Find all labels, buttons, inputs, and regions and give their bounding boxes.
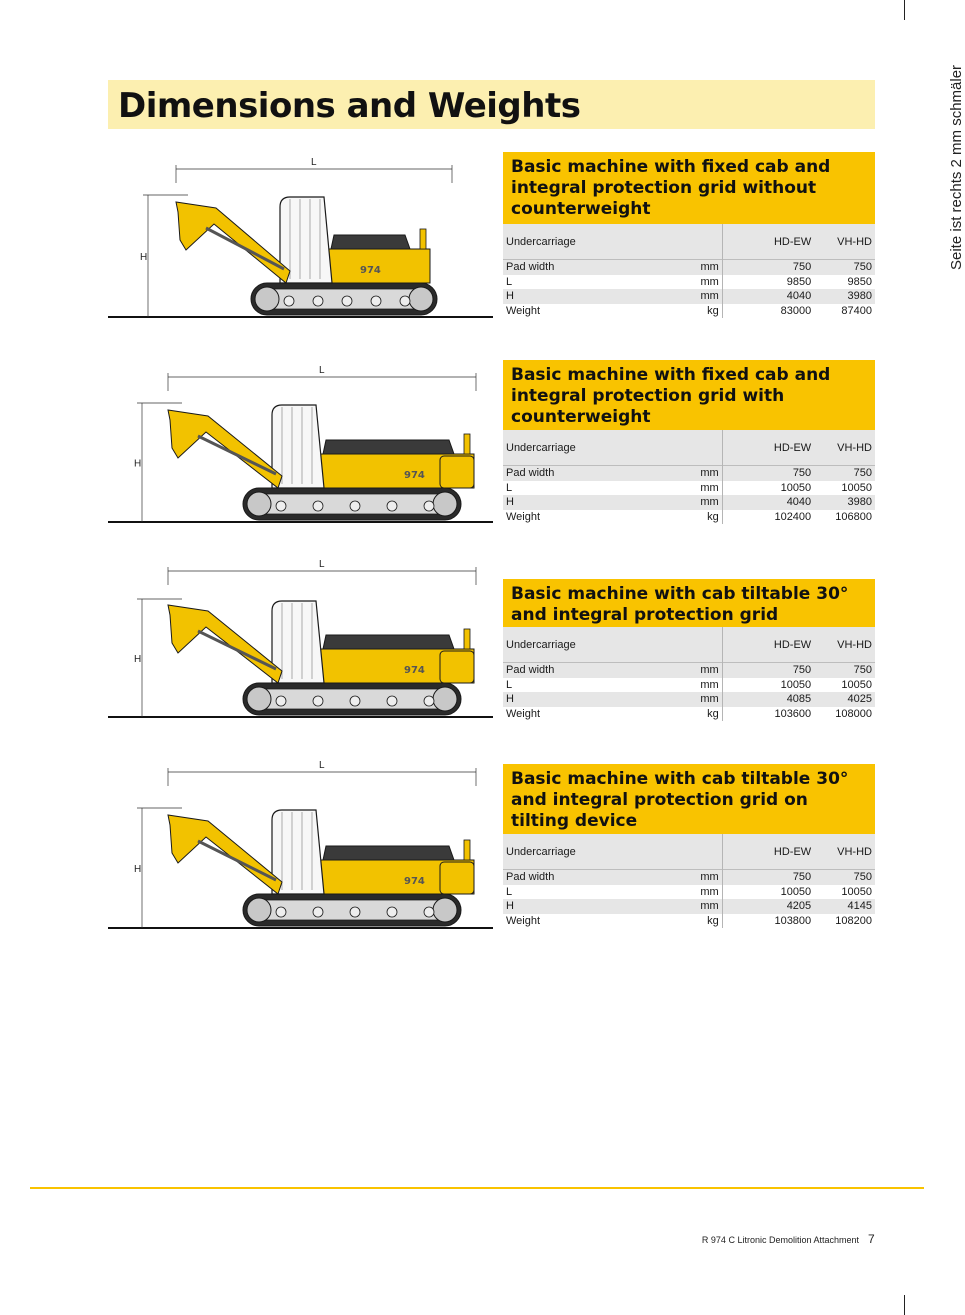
track-roller	[387, 696, 397, 706]
table-row: L mm 10050 10050	[503, 481, 875, 496]
table-row: Weight kg 83000 87400	[503, 304, 875, 319]
exhaust-pipe	[464, 840, 470, 860]
spec-block	[503, 360, 875, 524]
spec-title: Basic machine with fixed cab and integral protection grid with counterweight	[503, 360, 875, 430]
idler-wheel	[247, 898, 271, 922]
machine-drawing	[108, 360, 493, 530]
spec-title: Basic machine with cab tiltable 30° and integral protection grid	[503, 579, 875, 627]
idler-wheel	[247, 492, 271, 516]
engine-hood	[323, 635, 454, 649]
track-roller	[400, 296, 410, 306]
length-label: L	[311, 157, 317, 168]
counterweight	[440, 862, 474, 894]
engine-hood	[323, 440, 454, 454]
track-roller	[276, 501, 286, 511]
track-roller	[313, 501, 323, 511]
track-roller	[387, 501, 397, 511]
length-label: L	[319, 760, 325, 771]
table-row: Weight kg 102400 106800	[503, 510, 875, 525]
height-label: H	[134, 864, 142, 875]
sprocket-wheel	[433, 898, 457, 922]
table-row: H mm 4040 3980	[503, 495, 875, 510]
spec-title: Basic machine with cab tiltable 30° and integral protection grid on tilting device	[503, 764, 875, 834]
track-roller	[342, 296, 352, 306]
track-roller	[276, 907, 286, 917]
track-roller	[350, 696, 360, 706]
machine-drawing	[108, 560, 493, 730]
col-vh-hd: VH-HD	[814, 224, 875, 260]
page-title-bar	[108, 80, 875, 129]
spec-table	[503, 430, 875, 524]
sprocket-wheel	[433, 687, 457, 711]
table-row: Pad width mm 750 750	[503, 260, 875, 275]
spec-block	[503, 579, 875, 721]
sprocket-wheel	[409, 287, 433, 311]
height-label: H	[140, 252, 148, 263]
model-mark: 974	[404, 665, 425, 676]
model-mark: 974	[360, 265, 381, 276]
track-roller	[350, 907, 360, 917]
length-label: L	[319, 559, 325, 570]
table-row: L mm 9850 9850	[503, 275, 875, 290]
footer-text: R 974 C Litronic Demolition Attachment	[701, 1235, 859, 1245]
track-roller	[424, 696, 434, 706]
engine-hood	[323, 846, 454, 860]
table-row: Pad width mm 750 750	[503, 870, 875, 885]
col-hd-ew: HD-EW	[722, 224, 814, 260]
machine-drawing	[108, 760, 493, 930]
crop-mark-bottom	[904, 1295, 905, 1315]
table-row: Weight kg 103600 108000	[503, 707, 875, 722]
table-row: L mm 10050 10050	[503, 885, 875, 900]
footer-rule	[30, 1187, 924, 1189]
table-header-row: Undercarriage HD-EW VH-HD	[503, 834, 875, 870]
track-roller	[276, 696, 286, 706]
page-number: 7	[868, 1232, 875, 1246]
page-title: Dimensions and Weights	[118, 86, 581, 126]
height-label: H	[134, 654, 142, 665]
table-row: H mm 4085 4025	[503, 692, 875, 707]
table-row: H mm 4040 3980	[503, 289, 875, 304]
counterweight	[440, 456, 474, 488]
track-roller	[313, 907, 323, 917]
spec-table	[503, 834, 875, 928]
track-roller	[424, 501, 434, 511]
table-row: L mm 10050 10050	[503, 678, 875, 693]
table-header-row	[503, 224, 875, 260]
crop-mark-top	[904, 0, 905, 20]
machine-drawing	[108, 152, 493, 322]
side-note: Seite ist rechts 2 mm schmäler	[948, 64, 965, 270]
model-mark: 974	[404, 470, 425, 481]
spec-block	[503, 764, 875, 928]
track-roller	[284, 296, 294, 306]
height-label: H	[134, 458, 142, 470]
track-roller	[387, 907, 397, 917]
table-row: Pad width mm 750 750	[503, 663, 875, 678]
table-row: H mm 4205 4145	[503, 899, 875, 914]
spec-table	[503, 224, 875, 318]
track-roller	[313, 296, 323, 306]
counterweight	[440, 651, 474, 683]
spec-table	[503, 627, 875, 721]
sprocket-wheel	[433, 492, 457, 516]
engine-hood	[331, 235, 410, 249]
table-row: Pad width mm 750 750	[503, 466, 875, 481]
spec-title: Basic machine with fixed cab and integral protection grid without counterweight	[503, 152, 875, 224]
track-roller	[424, 907, 434, 917]
undercarriage-label: Undercarriage	[503, 224, 668, 260]
idler-wheel	[255, 287, 279, 311]
track-roller	[350, 501, 360, 511]
table-header-row: Undercarriage HD-EW VH-HD	[503, 627, 875, 663]
exhaust-pipe	[464, 434, 470, 454]
exhaust-pipe	[464, 629, 470, 649]
idler-wheel	[247, 687, 271, 711]
track-roller	[371, 296, 381, 306]
spec-block	[503, 152, 875, 318]
length-label: L	[319, 365, 325, 376]
exhaust-pipe	[420, 229, 426, 249]
table-header-row: Undercarriage HD-EW VH-HD	[503, 430, 875, 466]
track-roller	[313, 696, 323, 706]
table-row: Weight kg 103800 108200	[503, 914, 875, 929]
model-mark: 974	[404, 876, 425, 887]
